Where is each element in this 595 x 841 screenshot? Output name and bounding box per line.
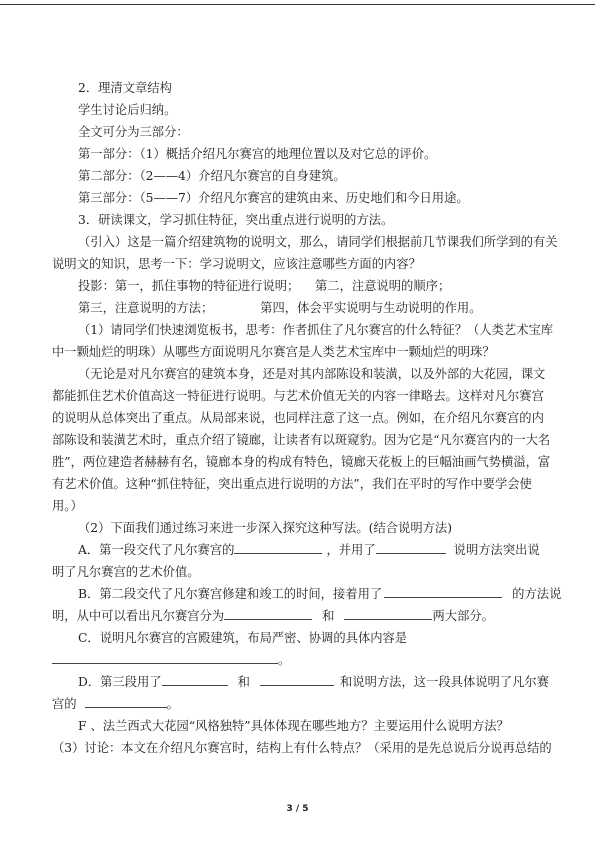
answer-line: 有艺术价值。这种“抓住特征，突出重点进行说明的方法”，我们在平时的写作中要学会使 bbox=[52, 477, 532, 491]
structure-part-3: 第三部分：（5——7）介绍凡尔赛宫的建筑由来、历史地们和今日用途。 bbox=[78, 191, 469, 205]
question-1-line: 中一颗灿烂的明珠）从哪些方面说明凡尔赛宫是人类艺术宝库中一颗灿烂的明珠？ bbox=[52, 345, 495, 359]
structure-part-2: 第二部分：（2——4）介绍凡尔赛宫的自身建筑。 bbox=[78, 169, 346, 183]
exercise-d-line bbox=[52, 696, 179, 712]
exercise-a-line bbox=[78, 542, 540, 558]
blank-field[interactable] bbox=[384, 586, 502, 598]
exercise-a-text: A．第一段交代了凡尔赛宫的 bbox=[78, 543, 235, 557]
answer-line: 用。） bbox=[52, 499, 83, 513]
exercise-b-text: B．第二段交代了凡尔赛宫修建和竣工的时间，接着用了 bbox=[78, 587, 383, 601]
discussion-line: （3）讨论：本文在介绍凡尔赛宫时，结构上有什么特点？（采用的是先总说后分说再总结的 bbox=[52, 741, 552, 755]
paragraph-line: 全文可分为三部分： bbox=[78, 125, 189, 139]
answer-line: 的说明从总体突出了重点。从局部来说，也同样注意了这一点。例如，在介绍凡尔赛宫的内 bbox=[52, 411, 544, 425]
exercise-f-line: F 、法兰西式大花园“风格独特”具体体现在哪些地方？主要运用什么说明方法？ bbox=[78, 719, 509, 733]
answer-line: 胜”，两位建造者赫赫有名，镜廊本身的构成有特色，镜廊天花板上的巨幅油画气势横溢，富 bbox=[52, 455, 551, 469]
blank-field[interactable] bbox=[234, 542, 322, 554]
section-heading-2: 2．理清文章结构 bbox=[78, 81, 172, 95]
blank-field[interactable] bbox=[344, 608, 432, 620]
paragraph-line: （引入）这是一篇介绍建筑物的说明文，那么，请同学们根据前几节课我们所学到的有关 bbox=[78, 235, 558, 249]
section-heading-3: 3．研读课文，学习抓住特征，突出重点进行说明的方法。 bbox=[78, 213, 394, 227]
blank-field[interactable] bbox=[162, 674, 228, 686]
blank-field[interactable] bbox=[376, 542, 446, 554]
exercise-d-text: 和 bbox=[237, 675, 250, 689]
structure-part-1: 第一部分：（1）概括介绍凡尔赛宫的地理位置以及对它总的评价。 bbox=[78, 147, 437, 161]
exercise-b-text: 的方法说 bbox=[512, 587, 562, 601]
exercise-d-text: D．第三段用了 bbox=[78, 675, 162, 689]
exercise-b-text: 明，从中可以看出凡尔赛宫分为 bbox=[52, 609, 225, 623]
page-number: 3 / 5 bbox=[286, 804, 309, 814]
blank-field[interactable] bbox=[260, 674, 334, 686]
blank-field[interactable] bbox=[85, 696, 167, 708]
exercise-b-text: 和 bbox=[322, 609, 335, 623]
exercise-b-line bbox=[78, 586, 561, 602]
answer-line: 都能抓住艺术价值高这一特征进行说明。与艺术价值无关的内容一律略去。这样对凡尔赛宫 bbox=[52, 389, 544, 403]
exercise-c-line: C．说明凡尔赛宫的宫殿建筑，布局严密、协调的具体内容是 bbox=[78, 631, 408, 645]
blank-field[interactable] bbox=[52, 652, 278, 664]
answer-line: （无论是对凡尔赛宫的建筑本身，还是对其内部陈设和装潢，以及外部的大花园，课文 bbox=[78, 367, 546, 381]
paragraph-line: 学生讨论后归纳。 bbox=[78, 103, 177, 117]
question-2-intro: （2）下面我们通过练习来进一步深入探究这种写法。(结合说明方法) bbox=[78, 521, 453, 535]
exercise-a-text: ，并用了 bbox=[326, 543, 376, 557]
projection-line-2: 第三，注意说明的方法； 第四，体会平实说明与生动说明的作用。 bbox=[78, 301, 482, 315]
exercise-d-text: 和说明方法，这一段具体说明了凡尔赛 bbox=[339, 675, 550, 689]
paragraph-line: 说明文的知识，思考一下：学习说明文，应该注意哪些方面的内容？ bbox=[52, 257, 421, 271]
exercise-a-line: 明了凡尔赛宫的艺术价值。 bbox=[52, 565, 200, 579]
exercise-b-line bbox=[52, 608, 494, 624]
projection-line-1: 投影：第一，抓住事物的特征进行说明； 第二，注意说明的顺序； bbox=[78, 279, 451, 293]
exercise-a-text: 说明方法突出说 bbox=[453, 543, 540, 557]
exercise-c-text: 。 bbox=[278, 653, 291, 667]
answer-line: 部陈设和装潢艺术时，重点介绍了镜廊，让读者有以斑窥豹。因为它是“凡尔赛宫内的一大名 bbox=[52, 433, 551, 447]
blank-field[interactable] bbox=[224, 608, 312, 620]
exercise-d-text: 宫的 bbox=[52, 697, 77, 711]
exercise-b-text: 两大部分。 bbox=[432, 609, 494, 623]
exercise-d-line bbox=[78, 674, 549, 690]
exercise-d-text: 。 bbox=[166, 697, 179, 711]
question-1-line: （1）请同学们快速浏览板书，思考：作者抓住了凡尔赛宫的什么特征？（人类艺术宝库 bbox=[78, 323, 554, 337]
exercise-c-line bbox=[52, 652, 290, 668]
